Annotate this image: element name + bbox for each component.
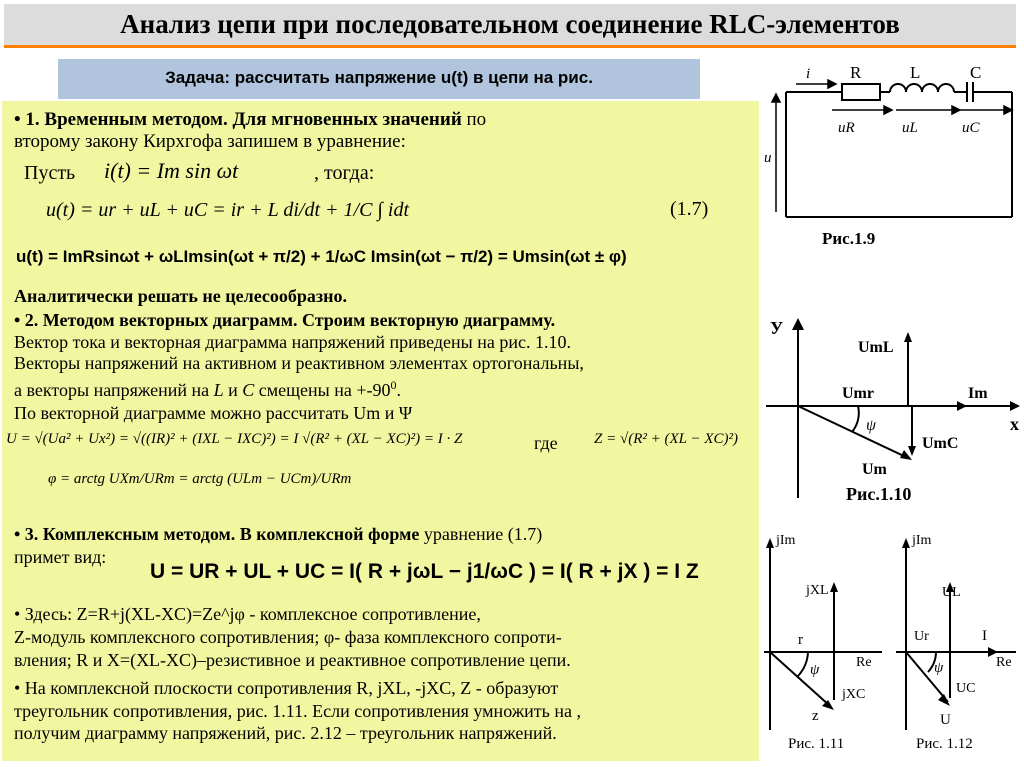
fig110-um-label: Um xyxy=(862,461,887,478)
fig111-jim-label: jIm xyxy=(776,533,796,548)
fig110-umc-label: UmC xyxy=(922,435,959,452)
figure-1-9-circuit xyxy=(762,62,1020,257)
fig111-jxc-label: jXC xyxy=(842,687,866,702)
equation-complex: U = UR + UL + UC = I( R + jωL − j1/ωC ) = I( R + jX ) = I Z xyxy=(150,560,699,583)
fig111-caption: Рис. 1.11 xyxy=(788,736,845,752)
equation-2: u(t) = ImRsinωt + ωLImsin(ωt + π/2) + 1/ωC Imsin(ωt − π/2) = Umsin(ωt ± φ) xyxy=(16,247,627,266)
p2-and: и xyxy=(228,380,238,400)
fig110-psi-label: ψ xyxy=(866,417,876,434)
fig112-caption: Рис. 1.12 xyxy=(916,736,973,752)
fig112-i-label: I xyxy=(982,628,987,644)
p2-line3: Векторы напряжений на активном и реактивном элементах ортогональны, xyxy=(14,353,584,373)
then-word: , тогда: xyxy=(314,162,375,184)
fig19-ur-label: uR xyxy=(838,120,855,136)
fig111-z-label: z xyxy=(812,708,819,724)
p5-line1: • На комплексной плоскости сопротивления R, jXL, -jXC, Z - образуют xyxy=(14,678,559,698)
task-box xyxy=(58,59,700,99)
p2-head: • 2. Методом векторных диаграмм. Строим векторную диаграмму. xyxy=(14,310,556,330)
fig112-uc-label: UC xyxy=(956,681,976,696)
p2-line4c: . xyxy=(396,380,401,400)
where-word: где xyxy=(534,433,558,453)
fig110-caption: Рис.1.10 xyxy=(846,484,912,504)
inductor-symbol xyxy=(890,84,954,92)
p1-conclusion: Аналитически решать не целесообразно. xyxy=(14,286,348,306)
p2-degree: 0 xyxy=(390,378,397,392)
fig19-uc-label: uC xyxy=(962,120,980,136)
p2-line2: Вектор тока и векторная диаграмма напряжений приведены на рис. 1.10. xyxy=(14,332,571,352)
fig112-psi-label: ψ xyxy=(934,660,944,676)
fig19-i-label: i xyxy=(806,66,811,82)
p5-line3: получим диаграмму напряжений, рис. 2.12 – треугольник напряжений. xyxy=(14,723,557,743)
p2-line4b: смещены на +-90 xyxy=(258,380,391,400)
p2-c-symbol: C xyxy=(242,380,255,400)
fig19-l-label: L xyxy=(910,63,921,82)
fig110-x-label: x xyxy=(1010,414,1019,434)
equation-u: U = √(Ua² + Ux²) = √((IR)² + (IXL − IXC)²) = I √(R² + (XL − XC)²) = I · Z xyxy=(6,431,463,447)
p4-line1: • Здесь: Z=R+j(XL-XC)=Ze^jφ - комплексное сопротивление, xyxy=(14,604,481,624)
fig111-re-label: Re xyxy=(856,655,872,670)
fig112-ul-label: UL xyxy=(942,585,961,600)
equation-1: u(t) = ur + uL + uC = ir + L di/dt + 1/C ∫ idt xyxy=(46,199,409,221)
fig112-u-label: U xyxy=(940,712,951,728)
fig19-u-label: u xyxy=(764,150,772,166)
p3-head: • 3. Комплексным методом. В комплексной форме xyxy=(14,524,420,544)
fig112-re-label: Re xyxy=(996,655,1012,670)
p4-line3: вления; R и X=(XL-XC)–резистивное и реактивное сопротивление цепи. xyxy=(14,650,571,670)
equation-number: (1.7) xyxy=(670,198,709,220)
p2-line5: По векторной диаграмме можно рассчитать Um и Ψ xyxy=(14,403,413,423)
p3-tail: уравнение (1.7) xyxy=(423,524,543,544)
p3-line2: примет вид: xyxy=(14,547,107,567)
fig112-ur-label: Ur xyxy=(914,629,929,644)
task-text: Задача: рассчитать напряжение u(t) в цепи на рис. xyxy=(165,68,593,87)
p1-line1 xyxy=(14,110,486,130)
p2-line4a: а векторы напряжений на xyxy=(14,380,210,400)
fig19-r-label: R xyxy=(850,63,862,82)
let-word: Пусть xyxy=(24,162,76,184)
fig112-jim-label: jIm xyxy=(912,533,932,548)
p1-head: • 1. Временным методом. Для мгновенных значений xyxy=(14,109,462,130)
fig19-ul-label: uL xyxy=(902,120,918,136)
fig110-umr-label: Umr xyxy=(842,385,874,402)
slide-title: Анализ цепи при последовательном соединение RLC-элементов xyxy=(120,9,900,39)
p4-line2: Z-модуль комплексного сопротивления; φ- фаза комплексного сопроти- xyxy=(14,627,562,647)
fig111-psi-label: ψ xyxy=(810,662,820,678)
fig110-uml-label: UmL xyxy=(858,339,894,356)
p2-l-symbol: L xyxy=(213,380,224,400)
p2-line4 xyxy=(14,375,401,400)
p5-line2: треугольник сопротивления, рис. 1.11. Если сопротивления умножить на , xyxy=(14,701,582,721)
content-panel xyxy=(2,101,759,761)
fig110-y-label: У xyxy=(770,318,784,338)
figure-1-12-voltage-triangle xyxy=(892,530,1022,764)
fig19-caption: Рис.1.9 xyxy=(822,229,876,248)
p3-line1 xyxy=(14,524,542,544)
fig111-jxl-label: jXL xyxy=(806,583,829,598)
fig111-r-label: r xyxy=(798,632,803,648)
title-bar xyxy=(4,4,1016,48)
fig110-im-label: Im xyxy=(968,385,988,402)
p1-line2: второму закону Кирхгофа запишем в уравнение: xyxy=(14,131,406,152)
p1-tail: по xyxy=(466,109,487,130)
equation-phi: φ = arctg UXm/URm = arctg (ULm − UCm)/URm xyxy=(48,471,352,487)
current-formula: i(t) = Im sin ωt xyxy=(104,158,239,183)
figure-1-10-vector-diagram xyxy=(762,312,1024,512)
fig19-c-label: C xyxy=(970,63,982,82)
equation-z: Z = √(R² + (XL − XC)²) xyxy=(594,431,738,447)
resistor-symbol xyxy=(842,84,880,100)
figure-1-11-resistance-triangle xyxy=(762,530,888,764)
